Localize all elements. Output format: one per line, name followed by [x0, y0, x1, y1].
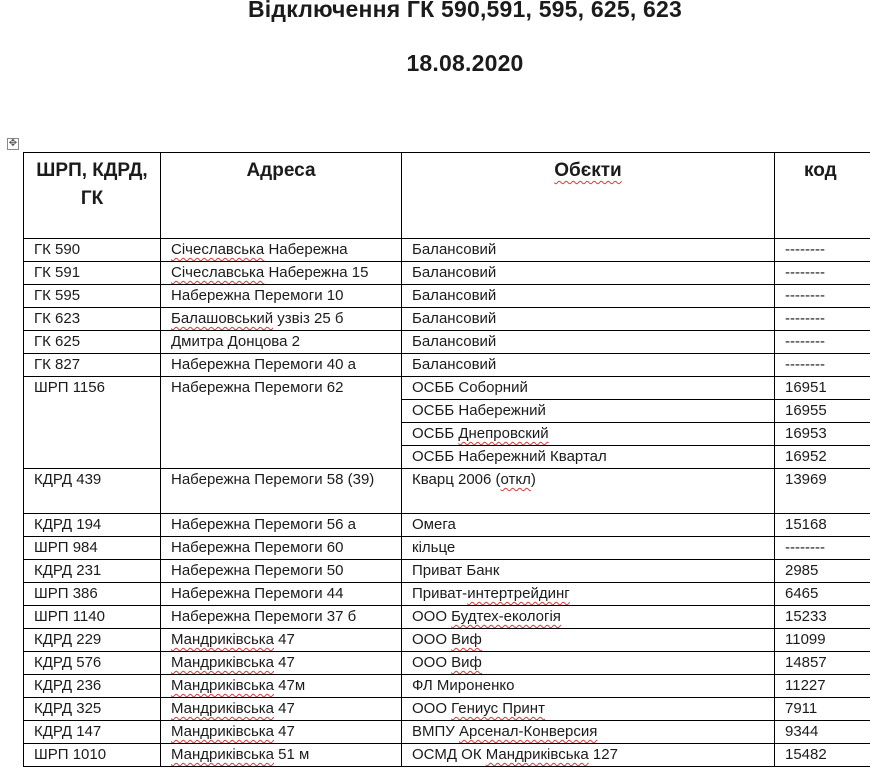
outage-table — [23, 152, 870, 767]
object-text-flagged: Гениус Принт — [451, 700, 545, 717]
address-text: 47 — [274, 654, 295, 671]
object-text-flagged: Днепровский — [458, 425, 549, 442]
cell-object — [402, 560, 775, 583]
cell-code: 2985 — [775, 560, 870, 583]
cell-point: ГК 591 — [24, 262, 161, 285]
cell-object — [402, 239, 775, 262]
cell-code: 16951 — [775, 377, 870, 400]
cell-code: 16953 — [775, 423, 870, 446]
header-point: ШРП, КДРД, ГК — [24, 153, 161, 239]
cell-address — [161, 469, 402, 514]
table-row — [24, 239, 870, 262]
table-move-handle-icon[interactable]: ✥ — [8, 138, 18, 149]
cell-code: 16952 — [775, 446, 870, 469]
cell-point: КДРД 576 — [24, 652, 161, 675]
table-row — [24, 652, 870, 675]
object-text: ОСМД ОК — [412, 746, 486, 763]
cell-point: ГК 590 — [24, 239, 161, 262]
object-text-flagged: Виф — [451, 654, 482, 671]
cell-address — [161, 721, 402, 744]
cell-point: ШРП 984 — [24, 537, 161, 560]
table-row — [24, 675, 870, 698]
cell-code: -------- — [775, 354, 870, 377]
header-code: код — [775, 153, 870, 239]
address-street-flagged: Балашовський — [171, 310, 274, 327]
object-text: Приват- — [412, 585, 468, 602]
cell-address — [161, 560, 402, 583]
address-text: Набережна — [264, 241, 348, 258]
cell-address — [161, 675, 402, 698]
table-header-row — [24, 153, 870, 239]
cell-point: ШРП 1156 — [24, 377, 161, 469]
address-text: Набережна Перемоги 44 — [171, 585, 344, 602]
object-text: Балансовий — [412, 241, 497, 258]
address-street-flagged: Мандриківська — [171, 746, 275, 763]
cell-object — [402, 537, 775, 560]
table-row — [24, 537, 870, 560]
cell-code: 11227 — [775, 675, 870, 698]
cell-point: КДРД 229 — [24, 629, 161, 652]
object-text: Балансовий — [412, 287, 497, 304]
cell-code: 9344 — [775, 721, 870, 744]
cell-address — [161, 537, 402, 560]
object-text: Балансовий — [412, 333, 497, 350]
cell-object — [402, 606, 775, 629]
cell-address — [161, 239, 402, 262]
address-text: узвіз 25 б — [273, 310, 344, 327]
cell-code: 13969 — [775, 469, 870, 514]
table-row — [24, 354, 870, 377]
table-row — [24, 721, 870, 744]
table-row — [24, 308, 870, 331]
cell-object — [402, 285, 775, 308]
cell-address — [161, 331, 402, 354]
cell-address — [161, 583, 402, 606]
object-text: ОСББ — [412, 425, 459, 442]
object-text: ОСББ Набережний — [412, 402, 546, 419]
header-objects: Обєкти — [402, 153, 775, 239]
address-street-flagged: Січеславська — [171, 241, 265, 258]
cell-object — [402, 446, 775, 469]
cell-point: КДРД 194 — [24, 514, 161, 537]
cell-code: 6465 — [775, 583, 870, 606]
cell-point: КДРД 231 — [24, 560, 161, 583]
table-row — [24, 377, 870, 400]
cell-point: КДРД 147 — [24, 721, 161, 744]
table-row — [24, 583, 870, 606]
object-text: ООО — [412, 700, 452, 717]
cell-object — [402, 423, 775, 446]
object-text: ФЛ Мироненко — [412, 677, 515, 694]
object-text: Балансовий — [412, 356, 497, 373]
cell-address — [161, 285, 402, 308]
cell-object — [402, 514, 775, 537]
cell-code: -------- — [775, 537, 870, 560]
object-text: ООО — [412, 654, 452, 671]
table-row — [24, 469, 870, 514]
cell-object — [402, 675, 775, 698]
cell-point: ГК 827 — [24, 354, 161, 377]
cell-address — [161, 514, 402, 537]
object-text-flagged: Виф — [451, 631, 482, 648]
table-row — [24, 606, 870, 629]
cell-address — [161, 377, 402, 469]
cell-point: ГК 595 — [24, 285, 161, 308]
cell-point: КДРД 236 — [24, 675, 161, 698]
cell-code: 14857 — [775, 652, 870, 675]
object-text: ООО — [412, 608, 452, 625]
cell-address — [161, 698, 402, 721]
cell-address — [161, 744, 402, 767]
table-row — [24, 514, 870, 537]
cell-object — [402, 744, 775, 767]
table-body — [24, 239, 870, 767]
object-text-flagged: интертрейдинг — [467, 585, 570, 602]
address-text: Набережна Перемоги 58 (39) — [171, 471, 375, 488]
cell-address — [161, 652, 402, 675]
object-text: кільце — [412, 539, 456, 556]
address-text: 47 — [274, 631, 295, 648]
cell-object — [402, 400, 775, 423]
cell-object — [402, 698, 775, 721]
table-row — [24, 285, 870, 308]
object-text: ВМПУ — [412, 723, 459, 740]
address-text: 51 м — [274, 746, 310, 763]
address-text: Дмитра Донцова 2 — [171, 333, 300, 350]
address-text: Набережна Перемоги 37 б — [171, 608, 357, 625]
address-text: Набережна Перемоги 62 — [171, 379, 344, 396]
address-text: 47 — [274, 723, 295, 740]
object-text-flagged: Будтех-екологія — [451, 608, 561, 625]
address-street-flagged: Мандриківська — [171, 700, 275, 717]
object-text: 127 — [588, 746, 618, 763]
address-street-flagged: Мандриківська — [171, 723, 275, 740]
address-text: 47м — [274, 677, 306, 694]
address-street-flagged: Мандриківська — [171, 677, 275, 694]
cell-code: 7911 — [775, 698, 870, 721]
address-text: Набережна Перемоги 60 — [171, 539, 344, 556]
cell-object — [402, 721, 775, 744]
cell-address — [161, 606, 402, 629]
address-street-flagged: Мандриківська — [171, 654, 275, 671]
cell-code: -------- — [775, 331, 870, 354]
cell-point: ШРП 1010 — [24, 744, 161, 767]
cell-point: ШРП 1140 — [24, 606, 161, 629]
cell-code: 15482 — [775, 744, 870, 767]
document-date: 18.08.2020 — [406, 50, 524, 76]
document-title: Відключення ГК 590,591, 595, 625, 623 — [248, 0, 682, 22]
object-text: ) — [530, 471, 536, 488]
table-row — [24, 698, 870, 721]
cell-code: -------- — [775, 308, 870, 331]
address-text: Набережна Перемоги 10 — [171, 287, 344, 304]
address-text: Набережна 15 — [264, 264, 369, 281]
cell-object — [402, 308, 775, 331]
cell-point: ГК 625 — [24, 331, 161, 354]
cell-address — [161, 308, 402, 331]
cell-point: КДРД 439 — [24, 469, 161, 514]
cell-object — [402, 331, 775, 354]
address-text: Набережна Перемоги 50 — [171, 562, 344, 579]
object-text: Кварц 2006 ( — [412, 471, 501, 488]
cell-point: ГК 623 — [24, 308, 161, 331]
object-text: Омега — [412, 516, 456, 533]
object-text: ОСББ Набережний Квартал — [412, 448, 607, 465]
cell-code: 16955 — [775, 400, 870, 423]
header-address: Адреса — [161, 153, 402, 239]
cell-object — [402, 262, 775, 285]
table-row — [24, 262, 870, 285]
address-text: 47 — [274, 700, 295, 717]
cell-code: 11099 — [775, 629, 870, 652]
object-text: ОСББ Соборний — [412, 379, 528, 396]
address-street-flagged: Січеславська — [171, 264, 265, 281]
cell-point: КДРД 325 — [24, 698, 161, 721]
table-row — [24, 560, 870, 583]
cell-object — [402, 354, 775, 377]
table-row — [24, 331, 870, 354]
address-text: Набережна Перемоги 40 а — [171, 356, 356, 373]
address-street-flagged: Мандриківська — [171, 631, 275, 648]
cell-address — [161, 262, 402, 285]
cell-code: 15168 — [775, 514, 870, 537]
object-text: Балансовий — [412, 310, 497, 327]
cell-code: -------- — [775, 285, 870, 308]
object-text: Балансовий — [412, 264, 497, 281]
cell-object — [402, 652, 775, 675]
cell-object — [402, 583, 775, 606]
object-text: ООО — [412, 631, 452, 648]
object-text-flagged: Мандриківська — [485, 746, 589, 763]
cell-code: -------- — [775, 239, 870, 262]
cell-address — [161, 354, 402, 377]
object-text-flagged: Арсенал-Конверсия — [458, 723, 598, 740]
cell-code: -------- — [775, 262, 870, 285]
object-text: Приват Банк — [412, 562, 500, 579]
table-row — [24, 629, 870, 652]
object-text-flagged: откл — [500, 471, 531, 488]
cell-object — [402, 469, 775, 514]
address-text: Набережна Перемоги 56 а — [171, 516, 356, 533]
cell-object — [402, 629, 775, 652]
table-row — [24, 744, 870, 767]
cell-object — [402, 377, 775, 400]
cell-point: ШРП 386 — [24, 583, 161, 606]
cell-address — [161, 629, 402, 652]
cell-code: 15233 — [775, 606, 870, 629]
